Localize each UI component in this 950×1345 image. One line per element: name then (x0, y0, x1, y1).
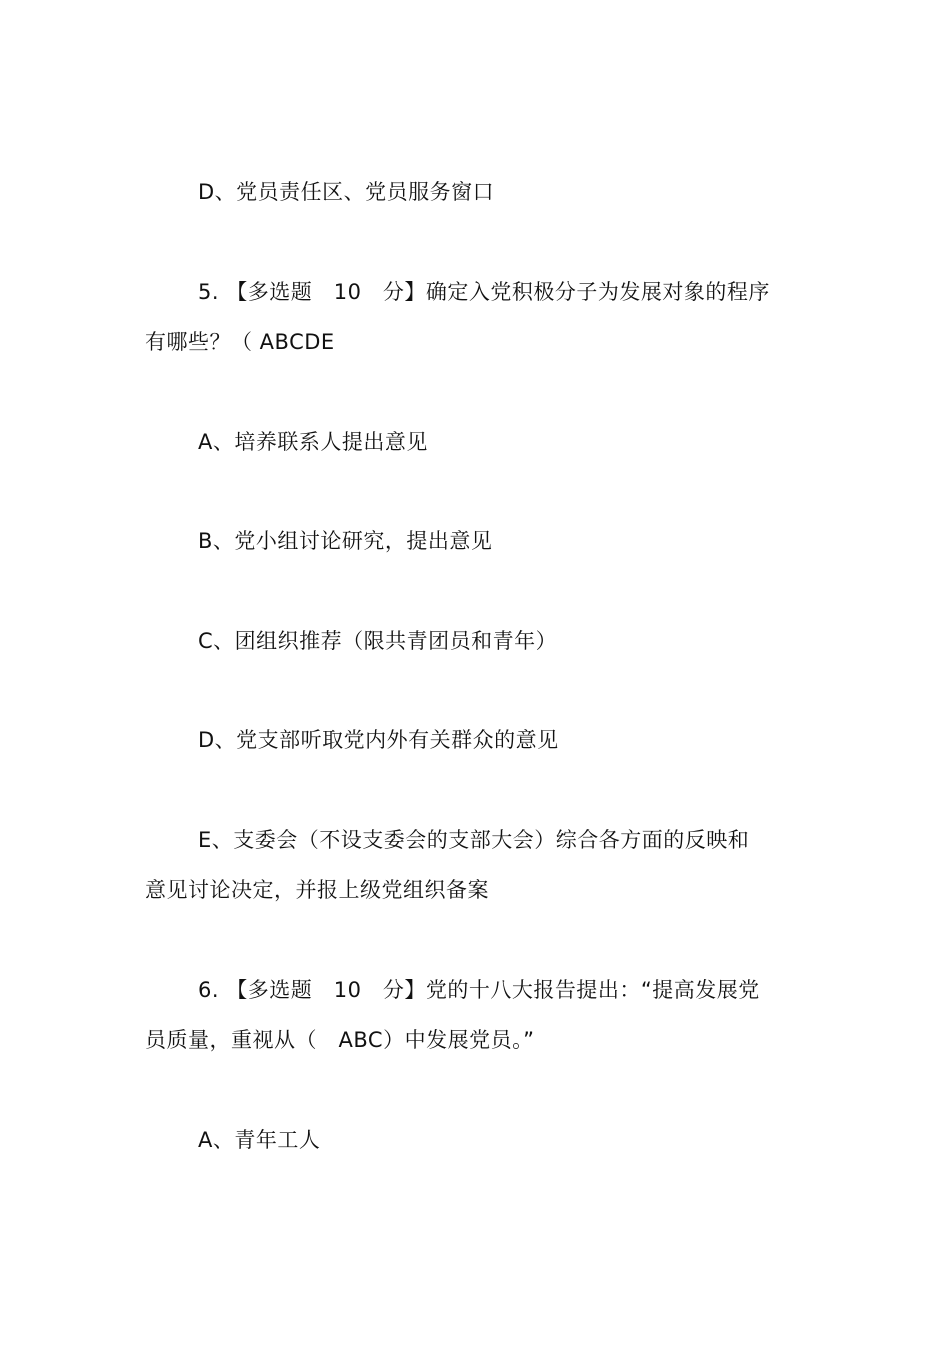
option-e-q5-line-1: E、支委会（不设支委会的支部大会）综合各方面的反映和 (198, 828, 750, 852)
question-5-stem-line-2: 有哪些？（ ABCDE (145, 330, 335, 354)
option-a-q5: A、培养联系人提出意见 (198, 430, 428, 454)
option-b-q5: B、党小组讨论研究，提出意见 (198, 529, 493, 553)
option-a-q6: A、青年工人 (198, 1128, 321, 1152)
question-5-stem-line-1: 5. 【多选题 10 分】确定入党积极分子为发展对象的程序 (198, 280, 770, 304)
option-d-q5: D、党支部听取党内外有关群众的意见 (198, 728, 559, 752)
option-e-q5-line-2: 意见讨论决定，并报上级党组织备案 (145, 878, 489, 902)
option-c-q5: C、团组织推荐（限共青团员和青年） (198, 629, 558, 653)
question-6-stem-line-2: 员质量，重视从（ ABC）中发展党员。” (145, 1028, 535, 1052)
option-d-q4: D、党员责任区、党员服务窗口 (198, 180, 495, 204)
question-6-stem-line-1: 6. 【多选题 10 分】党的十八大报告提出：“提高发展党 (198, 978, 760, 1002)
